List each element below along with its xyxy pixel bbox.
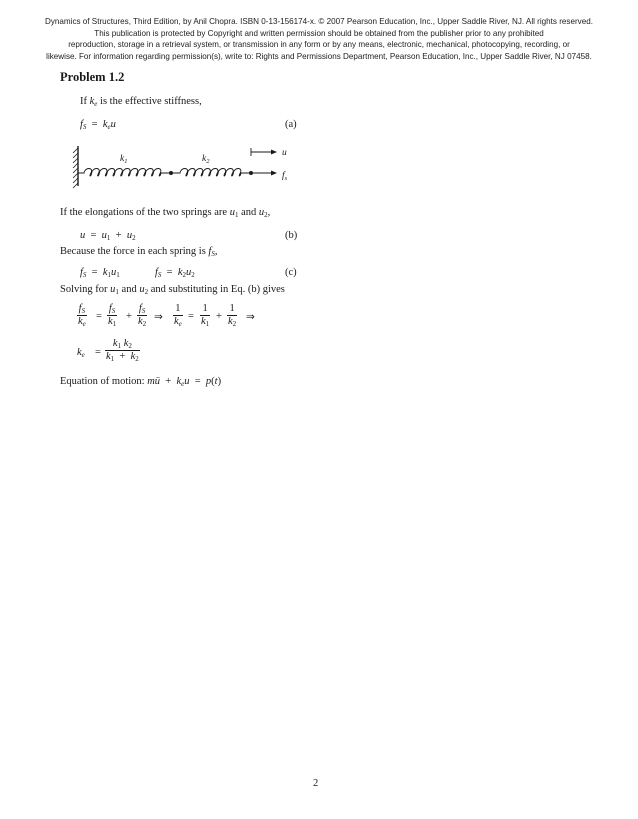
copyright-header [10,16,628,62]
elongation-sentence-text: If the elongations of the two springs are [60,207,228,218]
equation-c-second: $f_S = k_2u_2$ [155,267,195,279]
equation-of-motion-label: Equation of motion: [60,376,145,387]
fraction-fs-over-ke: $\frac{f_S}{k_e}$ [78,303,86,328]
solving-sentence-part1: Solving for [60,284,108,295]
force-arrowhead [271,171,277,176]
page-number: 2 [313,778,319,789]
spring-junction-node [169,171,173,175]
spring-k2 [173,169,249,177]
displacement-u-label: u [282,148,287,158]
equation-a-label: (a) [285,119,297,130]
spring-k1-label: $k_1$ [120,154,128,165]
fraction-fs-over-k2: $\frac{f_S}{k_2}$ [138,303,147,328]
if-word: If [80,96,87,107]
equation-b: $u = u_1 + u_2$ [80,230,136,242]
header-line-1: Dynamics of Structures, Third Edition, by Anil Chopra. ISBN 0-13-156174-x. © 2007 Pearson Education, Inc., Upper Saddle River, NJ. All rights reserved. [45,17,593,26]
two-springs-series-figure [68,140,308,190]
solving-sentence-part3: and substituting in Eq. (b) gives [150,284,285,295]
displacement-arrowhead [271,150,277,155]
fraction-fs-over-k1: $\frac{f_S}{k_1}$ [108,303,117,328]
fraction-1-over-k1: $\frac{1}{k_1}$ [201,303,210,328]
solving-sentence: Solving for $u_1$ and $u_2$ and substituting in Eq. (b) gives [60,284,285,296]
header-line-2: This publication is protected by Copyright and written permission should be obtained from the publisher prior to any prohibited [94,28,544,38]
problem-title: Problem 1.2 [60,70,125,84]
fraction-k1k2-over-sum: $\frac{k_1 k_2}{k_1 + k_2}$ [106,338,139,363]
solving-sentence-part2: and [121,284,137,295]
header-line-4: likewise. For information regarding permission(s), write to: Rights and Permissions Department, Pearson Education, Inc., Upper Saddle River, NJ 07458. [46,51,592,61]
force-fs-label: $f_s$ [282,171,288,182]
free-end-node [249,171,253,175]
elongation-sentence: If the elongations of the two springs are $u_1$ and $u_2$, [60,207,271,219]
spring-k1 [78,169,169,177]
force-sentence: Because the force in each spring is $f_S$, [60,246,218,258]
fraction-1-over-ke: $\frac{1}{k_e}$ [174,303,182,328]
fraction-1-over-k2: $\frac{1}{k_2}$ [228,303,237,328]
spring-k2-label: $k_2$ [202,154,210,165]
equation-c-first: $f_S = k_1u_1$ [80,267,120,279]
stiffness-sentence-text: is the effective stiffness, [100,96,202,107]
stiffness-sentence: If $k_e$ is the effective stiffness, [80,96,202,108]
wall-hatching [73,148,78,188]
equation-of-motion: Equation of motion: mü + $k_eu = p(t)$ [60,376,222,388]
equation-b-label: (b) [285,230,298,241]
force-sentence-text: Because the force in each spring is [60,246,206,257]
elongation-and: and [241,207,257,218]
equation-c-label: (c) [285,267,297,278]
equation-a: $f_S = k_eu$ [80,119,116,131]
header-line-3: reproduction, storage in a retrieval system, or transmission in any form or by any means, electronic, mechanical, photocopying, recording, or [68,40,570,50]
